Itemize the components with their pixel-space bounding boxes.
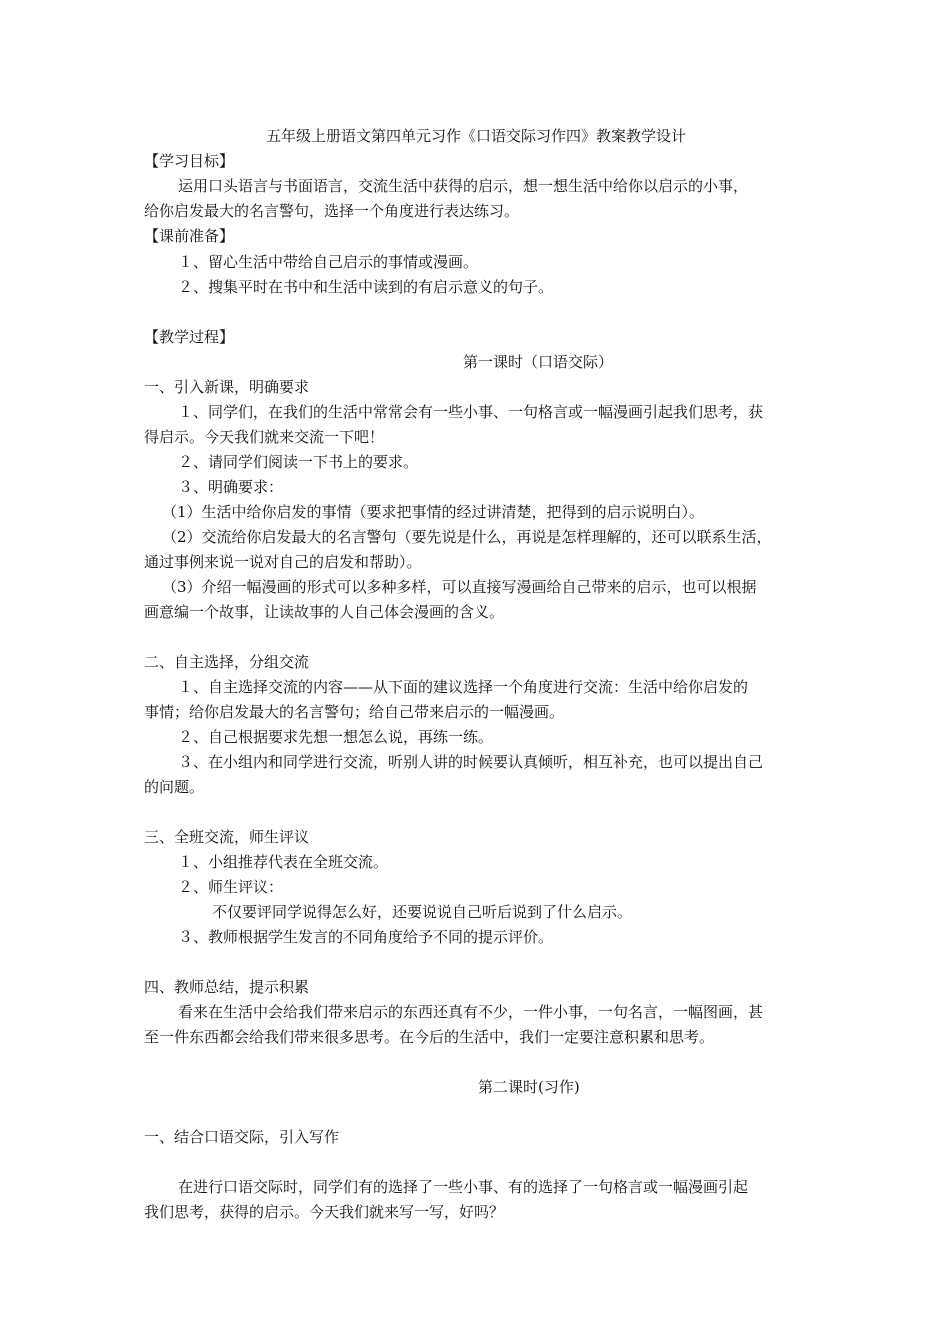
- s1-item-3: ３、明确要求：: [178, 478, 284, 496]
- s1-requirement-1: （1）生活中给你启发的事情（要求把事情的经过讲清楚，把得到的启示说明白）。: [162, 503, 705, 521]
- s3-item-3: ３、教师根据学生发言的不同角度给予不同的提示评价。: [178, 928, 554, 946]
- section-1-title: 一、引入新课，明确要求: [144, 378, 310, 396]
- heading-teaching-process: 【教学过程】: [144, 328, 235, 346]
- goal-paragraph-line2: 给你启发最大的名言警句，选择一个角度进行表达练习。: [144, 202, 520, 220]
- s1-requirement-3-line1: （3）介绍一幅漫画的形式可以多种多样，可以直接写漫画给自己带来的启示，也可以根据: [162, 578, 757, 596]
- s2-item-2: ２、自己根据要求先想一想怎么说，再练一练。: [178, 728, 494, 746]
- s1-item-1-line1: １、同学们，在我们的生活中常常会有一些小事、一句格言或一幅漫画引起我们思考，获: [178, 403, 764, 421]
- w1-paragraph-line2: 我们思考，获得的启示。今天我们就来写一写，好吗？: [144, 1203, 505, 1221]
- s2-item-1-line2: 事情；给你启发最大的名言警句；给自己带来启示的一幅漫画。: [144, 703, 565, 721]
- heading-learning-goals: 【学习目标】: [144, 152, 235, 170]
- s1-item-2: ２、请同学们阅读一下书上的要求。: [178, 453, 419, 471]
- goal-paragraph-line1: 运用口头语言与书面语言，交流生活中获得的启示，想一想生活中给你以启示的小事，: [178, 177, 749, 195]
- s2-item-3-line2: 的问题。: [144, 778, 205, 796]
- s1-requirement-2-line1: （2）交流给你启发最大的名言警句（要先说是什么，再说是怎样理解的，还可以联系生活，: [162, 528, 772, 546]
- prep-item-2: ２、搜集平时在书中和生活中读到的有启示意义的句子。: [178, 278, 554, 296]
- s4-paragraph-line1: 看来在生活中会给我们带来启示的东西还真有不少，一件小事，一句名言，一幅图画，甚: [178, 1003, 764, 1021]
- section-3-title: 三、全班交流，师生评议: [144, 828, 310, 846]
- lesson-2-heading: 第二课时(习作): [478, 1078, 580, 1096]
- s2-item-1-line1: １、自主选择交流的内容——从下面的建议选择一个角度进行交流：生活中给你启发的: [178, 678, 749, 696]
- heading-preparation: 【课前准备】: [144, 227, 235, 245]
- s3-item-1: １、小组推荐代表在全班交流。: [178, 853, 389, 871]
- s2-item-3-line1: ３、在小组内和同学进行交流，听别人讲的时候要认真倾听，相互补充，也可以提出自己: [178, 753, 764, 771]
- section-2-title: 二、自主选择，分组交流: [144, 653, 310, 671]
- w1-paragraph-line1: 在进行口语交际时，同学们有的选择了一些小事、有的选择了一句格言或一幅漫画引起: [178, 1178, 749, 1196]
- section-4-title: 四、教师总结，提示积累: [144, 978, 310, 996]
- prep-item-1: １、留心生活中带给自己启示的事情或漫画。: [178, 253, 479, 271]
- s3-item-2-detail: 不仅要评同学说得怎么好，还要说说自己听后说到了什么启示。: [212, 903, 633, 921]
- s3-item-2: ２、师生评议：: [178, 878, 284, 896]
- document-title: 五年级上册语文第四单元习作《口语交际习作四》教案教学设计: [265, 127, 686, 145]
- writing-section-1-title: 一、结合口语交际，引入写作: [144, 1128, 340, 1146]
- lesson-1-heading: 第一课时（口语交际）: [463, 353, 614, 371]
- s1-requirement-2-line2: 通过事例来说一说对自己的启发和帮助）。: [144, 553, 422, 571]
- s1-item-1-line2: 得启示。今天我们就来交流一下吧！: [144, 428, 385, 446]
- s4-paragraph-line2: 至一件东西都会给我们带来很多思考。在今后的生活中，我们一定要注意积累和思考。: [144, 1028, 715, 1046]
- s1-requirement-3-line2: 画意编一个故事，让读故事的人自己体会漫画的含义。: [144, 603, 505, 621]
